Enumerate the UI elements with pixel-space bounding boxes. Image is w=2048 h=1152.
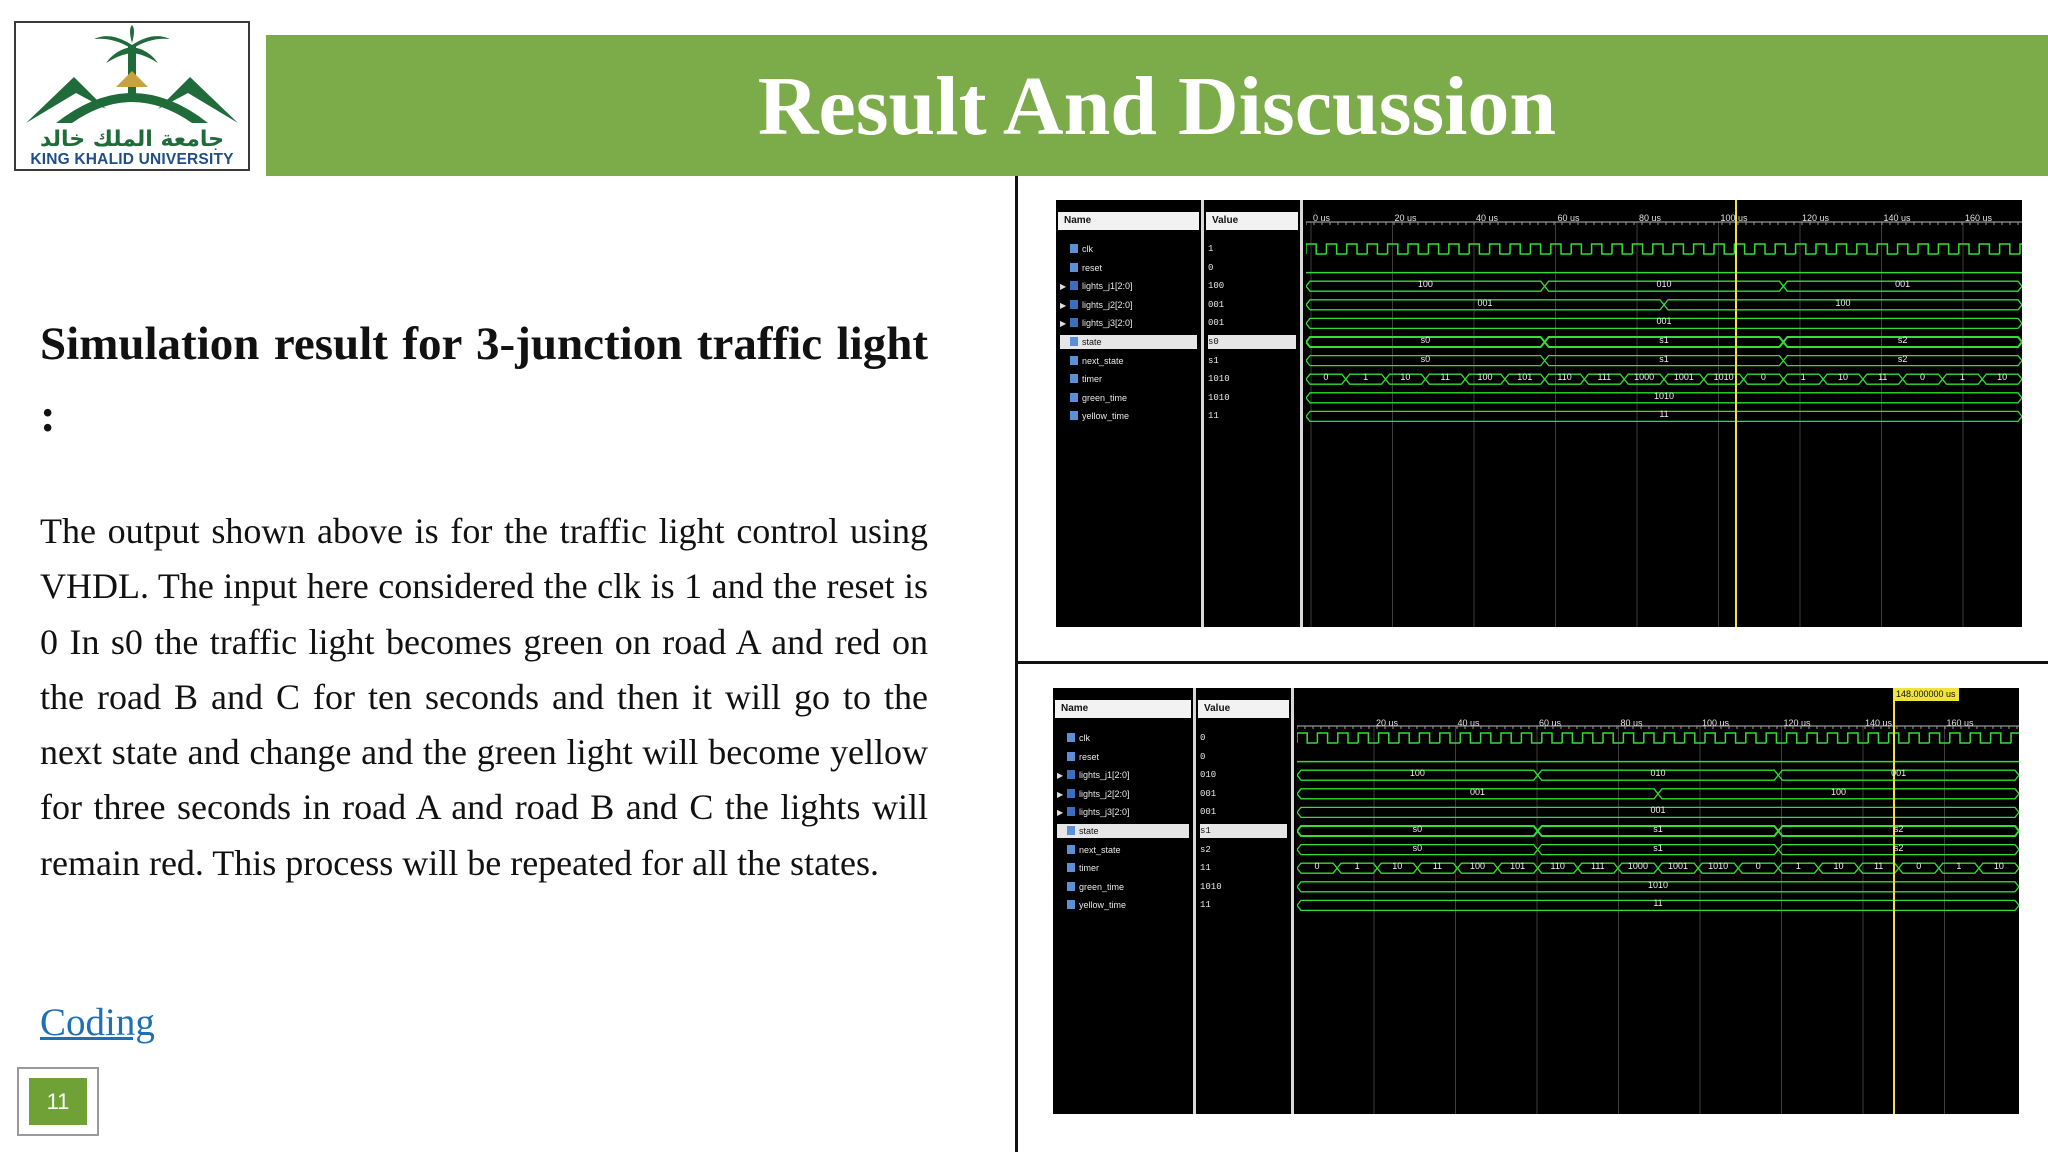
signal-name-timer[interactable] [1057,861,1189,875]
signal-type-icon [1070,244,1078,253]
expand-arrow-icon[interactable]: ▶ [1057,789,1064,799]
signal-name-text: lights_j2[2:0] [1079,788,1130,799]
bus-value-label: 1001 [1673,372,1694,383]
signal-value: 001 [1200,807,1217,818]
signal-name-green-time[interactable] [1060,391,1197,405]
signal-value: 0 [1208,262,1214,273]
signal-name-text: green_time [1079,881,1125,892]
signal-name-yellow-time[interactable] [1057,898,1189,912]
bus-value-label: s2 [1897,353,1908,364]
time-tick-label: 80 us [1639,213,1662,223]
signal-value-column [1204,200,1303,627]
value-column-header: Value [1206,212,1298,230]
waveform-screenshot-top [1056,200,2022,627]
time-tick-label: 160 us [1946,718,1974,728]
bus-value-label: 11 [1653,898,1663,909]
bus-value-label: 1000 [1634,372,1655,383]
bus-value-label: 1 [1800,372,1806,383]
time-tick-label: 100 us [1702,718,1730,728]
signal-name-text: lights_j3[2:0] [1079,807,1130,818]
bus-value-label: 10 [1837,372,1849,383]
bus-value-label: 001 [1656,316,1672,327]
logo-english-text: KING KHALID UNIVERSITY [30,151,234,168]
signal-type-icon [1070,411,1078,420]
bus-value-label: 1001 [1668,861,1689,872]
signal-name-clk[interactable] [1057,731,1189,745]
university-logo [14,21,250,171]
bus-value-label: 110 [1557,372,1572,383]
vertical-divider [1015,176,1018,1152]
bus-value-label: 010 [1656,279,1672,290]
signal-value: s1 [1200,824,1287,838]
signal-name-text: clk [1079,733,1090,743]
signal-type-icon [1067,733,1075,742]
signal-type-icon [1067,752,1075,761]
signal-name-text: timer [1079,863,1099,874]
time-tick-label: 160 us [1965,213,1993,223]
signal-name-text: yellow_time [1079,900,1127,911]
title-banner [266,35,2048,176]
time-tick-label: 40 us [1457,718,1480,728]
signal-name-text: lights_j1[2:0] [1079,770,1130,781]
bus-value-label: s2 [1897,335,1908,345]
signal-value: 1 [1208,244,1214,254]
time-tick-label: 120 us [1802,213,1830,223]
signal-type-icon [1067,770,1075,779]
signal-value: 11 [1200,863,1211,874]
bus-value-label: 101 [1510,861,1526,872]
coding-link[interactable]: Coding [40,1001,155,1044]
palm-logo-icon [16,23,248,133]
signal-name-text: lights_j3[2:0] [1082,318,1133,329]
signal-type-icon [1070,300,1078,309]
signal-name-lights-j2-2-0-[interactable] [1060,298,1197,312]
signal-name-text: lights_j2[2:0] [1082,299,1133,310]
bus-value-label: 001 [1650,805,1666,816]
time-tick-label: 40 us [1476,213,1499,223]
bus-value-label: 1 [1795,861,1801,872]
bus-value-label: 100 [1830,786,1847,797]
time-tick-label: 80 us [1620,718,1643,728]
section-heading: Simulation result for 3-junction traffic light : [40,318,928,442]
bus-value-label: 1010 [1647,879,1669,890]
signal-name-clk[interactable] [1060,242,1197,256]
bus-value-label: 11 [1432,861,1443,872]
signal-name-text: timer [1082,374,1102,385]
bus-value-label: s0 [1420,353,1431,364]
clk-trace [1306,244,2022,254]
signal-value: 001 [1208,318,1225,329]
signal-type-icon [1067,900,1075,909]
signal-name-lights-j1-2-0-[interactable] [1057,768,1189,782]
signal-name-timer[interactable] [1060,372,1197,386]
bus-value-label: 010 [1650,768,1666,779]
bus-value-label: 0 [1916,861,1922,872]
signal-value: s0 [1208,335,1296,349]
time-tick-label: 0 us [1313,213,1331,223]
bus-value-label: 101 [1517,372,1533,383]
time-tick-label: 60 us [1539,718,1562,728]
signal-name-yellow-time[interactable] [1060,409,1197,423]
bus-value-label: 111 [1597,372,1612,383]
signal-value: s1 [1208,355,1219,366]
bus-value-label: 1 [1956,861,1962,872]
bus-value-label: 11 [1659,409,1669,420]
signal-name-column [1056,200,1204,627]
signal-name-reset[interactable] [1057,750,1189,764]
bus-value-label: 001 [1469,786,1486,797]
bus-value-label: s1 [1659,335,1669,345]
bus-value-label: 100 [1835,297,1851,308]
bus-value-label: s0 [1420,335,1431,345]
signal-name-text: state [1079,826,1099,836]
expand-arrow-icon[interactable]: ▶ [1057,771,1064,781]
clk-trace [1297,733,2019,743]
time-tick-label: 100 us [1720,213,1748,223]
signal-value: 100 [1208,281,1225,292]
bus-value-label: 0 [1755,861,1761,872]
signal-type-icon [1070,263,1078,272]
cursor-time-label: 148.000000 us [1893,688,1959,701]
bus-value-label: 11 [1440,372,1450,383]
bus-value-label: 0 [1920,372,1926,383]
bus-value-label: 10 [1997,372,2008,383]
waveform-screenshot-bottom [1053,688,2019,1114]
signal-name-green-time[interactable] [1057,880,1189,894]
signal-name-text: next_state [1082,355,1124,366]
signal-name-column [1053,688,1196,1114]
signal-type-icon [1070,374,1078,383]
logo-arabic-text: جامعة الملك خالد [40,127,224,152]
bus-value-label: 0 [1323,372,1329,383]
signal-type-icon [1070,356,1078,365]
page-number-box [17,1067,99,1136]
bus-value-label: 11 [1873,861,1884,872]
signal-type-icon [1067,789,1075,798]
signal-value: 001 [1200,788,1217,799]
signal-name-next-state[interactable] [1057,843,1189,857]
time-tick-label: 20 us [1394,213,1417,223]
signal-name-text: reset [1079,751,1100,762]
signal-name-text: green_time [1082,392,1128,403]
bus-value-label: 1010 [1708,861,1729,872]
signal-name-text: clk [1082,244,1093,254]
bus-value-label: s0 [1412,824,1423,834]
signal-name-text: yellow_time [1082,411,1130,422]
bus-value-label: s0 [1412,842,1423,853]
signal-name-text: state [1082,337,1102,347]
signal-type-icon [1067,807,1075,816]
signal-type-icon [1067,826,1075,835]
signal-name-lights-j3-2-0-[interactable] [1057,805,1189,819]
signal-value: 1010 [1208,392,1230,403]
bus-value-label: 10 [1400,372,1411,383]
expand-arrow-icon[interactable]: ▶ [1060,300,1067,310]
signal-name-lights-j1-2-0-[interactable] [1060,279,1197,293]
signal-name-reset[interactable] [1060,261,1197,275]
slide-title: Result And Discussion [757,60,1557,153]
waveform-plot-area [1297,688,2019,1114]
signal-name-lights-j3-2-0-[interactable] [1060,316,1197,330]
signal-name-text: next_state [1079,844,1121,855]
signal-name-state[interactable] [1057,824,1189,838]
signal-type-icon [1067,845,1075,854]
expand-arrow-icon[interactable]: ▶ [1057,808,1064,818]
time-tick-label: 140 us [1865,718,1893,728]
signal-value: 11 [1200,900,1211,911]
signal-value: 0 [1200,751,1206,762]
bus-value-label: 11 [1878,372,1888,383]
bus-value-label: 10 [1993,861,2004,872]
bus-value-label: 1000 [1627,861,1648,872]
signal-type-icon [1070,281,1078,290]
bus-value-label: s2 [1893,842,1904,853]
signal-value: 11 [1208,411,1219,422]
bus-value-label: 0 [1314,861,1320,872]
signal-name-text: reset [1082,262,1103,273]
bus-value-label: 1010 [1653,390,1675,401]
expand-arrow-icon[interactable]: ▶ [1060,319,1067,329]
signal-value: 010 [1200,770,1217,781]
bus-value-label: 001 [1895,279,1911,290]
bus-value-label: 001 [1477,297,1493,308]
bus-value-label: 1 [1354,861,1360,872]
bus-value-label: s2 [1893,824,1904,834]
bus-value-label: s1 [1653,824,1663,834]
signal-name-lights-j2-2-0-[interactable] [1057,787,1189,801]
time-tick-label: 60 us [1557,213,1580,223]
bus-value-label: 110 [1550,861,1565,872]
expand-arrow-icon[interactable]: ▶ [1060,282,1067,292]
signal-type-icon [1070,337,1078,346]
bus-value-label: 100 [1409,768,1425,779]
signal-type-icon [1067,882,1075,891]
bus-value-label: 100 [1469,861,1486,872]
bus-value-label: 1010 [1713,372,1734,383]
bus-value-label: 001 [1891,768,1907,779]
page-number: 11 [29,1078,87,1125]
signal-type-icon [1070,318,1078,327]
signal-value-column [1196,688,1294,1114]
bus-value-label: 1 [1363,372,1369,383]
horizontal-divider [1015,661,2048,664]
value-column-header: Value [1198,700,1289,718]
bus-value-label: 10 [1833,861,1844,872]
signal-value: 1010 [1208,374,1230,385]
signal-type-icon [1067,863,1075,872]
signal-value: 0 [1200,733,1206,743]
bus-value-label: 100 [1477,372,1493,383]
bus-value-label: s1 [1653,842,1663,853]
name-column-header: Name [1058,212,1199,230]
bus-value-label: 111 [1590,861,1605,872]
body-paragraph: The output shown above is for the traffic light control using VHDL. The input here considered the clk is 1 and the reset is 0 In s0 the traffic light becomes green on road A and red on the road B and C for ten seconds and then it will go to the next state and change and the green light will become yellow for three seconds in road A and road B and C the lights will remain red. This process will be repeated for all the states. [40,511,928,883]
bus-value-label: 0 [1760,372,1766,383]
signal-type-icon [1070,393,1078,402]
time-tick-label: 140 us [1883,213,1911,223]
bus-value-label: 1 [1959,372,1965,383]
bus-value-label: 100 [1417,279,1433,290]
signal-value: 1010 [1200,881,1222,892]
time-tick-label: 20 us [1376,718,1399,728]
bus-value-label: s1 [1659,353,1669,364]
signal-name-state[interactable] [1060,335,1197,349]
waveform-plot-area [1306,200,2022,627]
signal-name-next-state[interactable] [1060,354,1197,368]
signal-value: 001 [1208,299,1225,310]
name-column-header: Name [1055,700,1191,718]
time-tick-label: 120 us [1783,718,1811,728]
bus-value-label: 10 [1392,861,1403,872]
signal-value: s2 [1200,844,1211,855]
signal-name-text: lights_j1[2:0] [1082,281,1133,292]
